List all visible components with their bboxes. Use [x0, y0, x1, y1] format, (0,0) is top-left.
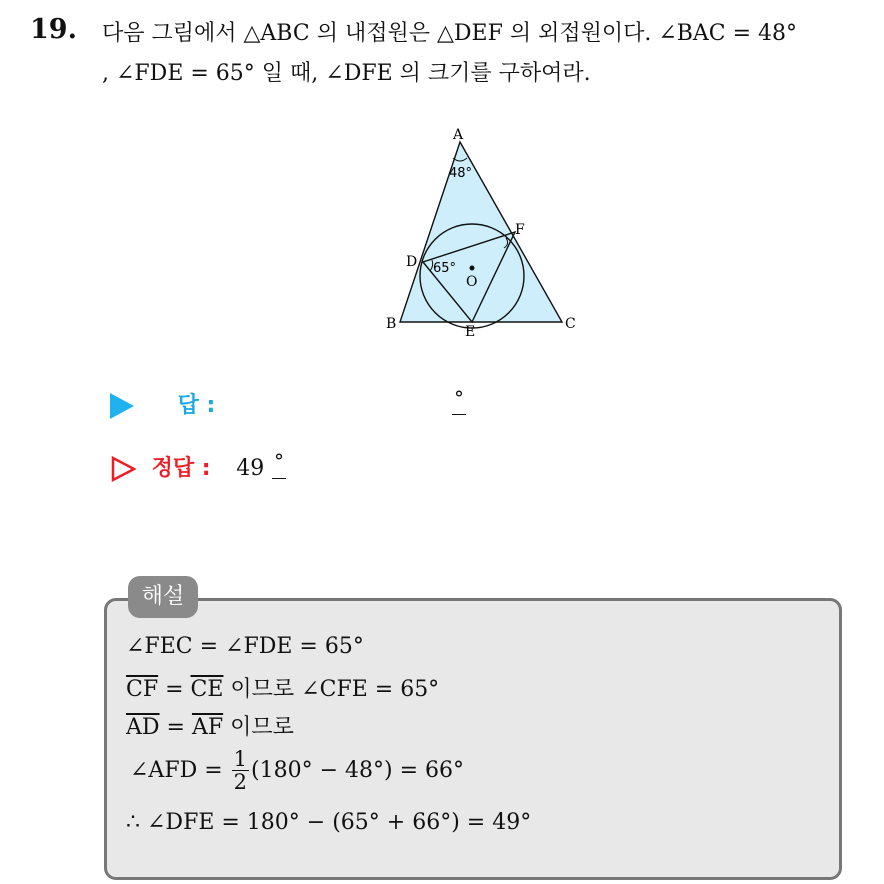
- explanation-line-4: [130, 748, 464, 793]
- label-d: D: [406, 254, 418, 270]
- explanation-line-4-pre: ∠AFD =: [130, 758, 230, 783]
- label-f: F: [515, 222, 525, 238]
- answer-degree: °: [454, 386, 464, 410]
- correct-answer-underline: [272, 464, 286, 479]
- angle-d-value: 65°: [433, 261, 457, 276]
- explanation-line-4-post: (180° − 48°) = 66°: [251, 758, 465, 783]
- correct-answer-degree: °: [274, 449, 284, 473]
- question-text-line-2: , ∠FDE = 65° 일 때, ∠DFE 의 크기를 구하여라.: [102, 61, 591, 86]
- explanation-line-5: ∴ ∠DFE = 180° − (65° + 66°) = 49°: [126, 810, 532, 835]
- question-text-line-1: 다음 그림에서 △ABC 의 내접원은 △DEF 의 외접원이다. ∠BAC = 48°: [102, 21, 798, 46]
- answer-row: [110, 388, 215, 419]
- correct-answer-row: [110, 451, 264, 482]
- equals-sign: =: [158, 677, 191, 702]
- explanation-line-3-rest: 이므로: [223, 715, 294, 740]
- explanation-tag: 해설: [128, 576, 198, 618]
- angle-a-value: 48°: [449, 166, 473, 181]
- explanation-line-2: [126, 672, 439, 703]
- explanation-line-2-rest: 이므로 ∠CFE = 65°: [223, 677, 440, 702]
- triangle-figure: [380, 120, 600, 350]
- fraction-one-half: [232, 748, 249, 793]
- correct-answer-label: 정답 :: [151, 456, 211, 481]
- explanation-line-1: ∠FEC = ∠FDE = 65°: [126, 634, 364, 659]
- label-c: C: [565, 316, 576, 332]
- fraction-numerator: 1: [233, 747, 248, 771]
- explanation-line-3: [126, 710, 294, 741]
- segment-ce: $\overline{CE}$: [190, 677, 224, 702]
- question-number: 19.: [30, 14, 77, 45]
- label-a: A: [453, 127, 464, 143]
- answer-blank-line[interactable]: [452, 400, 466, 415]
- segment-af: $\overline{AF}$: [191, 715, 224, 740]
- fraction-denominator: 2: [233, 770, 248, 794]
- label-e: E: [465, 324, 476, 340]
- segment-ad: $\overline{AD}$: [126, 715, 160, 740]
- equals-sign: =: [159, 715, 192, 740]
- label-b: B: [386, 316, 397, 332]
- outline-triangle-icon: [110, 453, 136, 481]
- correct-answer-value: 49: [236, 456, 265, 481]
- center-point: [470, 266, 475, 271]
- play-triangle-icon: [110, 393, 134, 419]
- segment-cf: $\overline{CF}$: [126, 677, 159, 702]
- label-o: O: [466, 274, 478, 290]
- answer-label: 답 :: [177, 393, 216, 418]
